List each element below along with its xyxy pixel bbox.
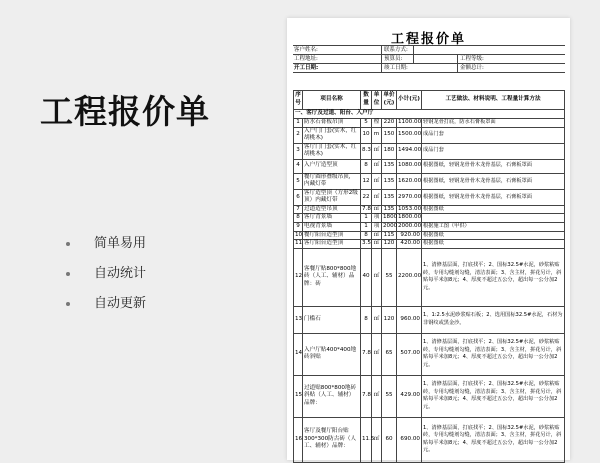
cell-qty: 10 — [361, 127, 372, 143]
cell-unit: 项 — [372, 214, 382, 223]
feature-item: 自动统计 — [66, 266, 146, 296]
contact-label: 联系方式: — [384, 47, 408, 53]
cell-desc: 根据施工图（甲供） — [422, 223, 565, 232]
table-row — [294, 417, 565, 462]
estimator-label: 预算员: — [384, 56, 403, 62]
cell-qty: 7.8 — [361, 333, 372, 375]
cell-name: 客厅造型顶（方形2级顶）内藏灯带 — [303, 189, 361, 205]
cell-desc: 根据图纸，轻钢龙骨骨木龙骨基层，石膏板罩面 — [422, 189, 565, 205]
cell-name: 过道造型吊顶 — [303, 205, 361, 214]
cell-no: 10 — [294, 231, 303, 240]
cell-qty: 22 — [361, 189, 372, 205]
bullet-icon — [66, 242, 70, 246]
cell-name: 防水石膏板吊顶 — [303, 118, 361, 127]
cell-desc: 根据图纸 — [422, 231, 565, 240]
cell-no: 5 — [294, 173, 303, 189]
table-row — [294, 143, 565, 159]
cell-unit: ㎡ — [372, 173, 382, 189]
cell-total: 1500.00 — [397, 127, 422, 143]
cell-price: 115 — [382, 231, 397, 240]
cell-price: 55 — [382, 248, 397, 306]
cell-desc: 1、1:2.5水泥砂浆贴石板；2、选用国标32.5#水泥，石材为非钢纹或黑金沙。 — [422, 306, 565, 333]
cell-price: 180 — [382, 143, 397, 159]
cell-qty: 7.8 — [361, 375, 372, 417]
bullet-icon — [66, 302, 70, 306]
cell-total: 1100.00 — [397, 118, 422, 127]
cell-name: 客厅及餐厅阳台贴300*300防古砖（人工、辅材）品牌： — [303, 417, 361, 462]
cell-no: 7 — [294, 205, 303, 214]
cell-desc: 1、清修基层面，打底找平；2、国标32.5#水泥，砂浆粘贴砖，专用勾缝剂勾缝，清洁表面；3、含主材，拼花另计，斜贴每平米加8元；4、厚度不超过五公分，超出每一公分加2元。 — [422, 333, 565, 375]
table-row — [294, 248, 565, 306]
sheet-title: 工程报价单 — [390, 32, 466, 47]
cell-qty: 3.5 — [361, 240, 372, 249]
feature-list — [66, 236, 146, 326]
table-row — [294, 223, 565, 232]
cell-qty: 1 — [361, 223, 372, 232]
start-date-label: 开工日期: — [294, 65, 319, 71]
table-row — [294, 189, 565, 205]
section-title: 一、客厅及过道、阳台、入户厅 — [294, 110, 565, 119]
col-header: 序号 — [294, 91, 303, 110]
table-row — [294, 159, 565, 173]
cell-no: 13 — [294, 306, 303, 333]
table-row — [294, 240, 565, 249]
cell-unit: ㎡ — [372, 306, 382, 333]
cell-total: 1053.00 — [397, 205, 422, 214]
address-label: 工程地址: — [294, 56, 318, 62]
table-row — [294, 231, 565, 240]
cell-no: 11 — [294, 240, 303, 249]
cell-unit: ㎡ — [372, 417, 382, 462]
feature-item: 简单易用 — [66, 236, 146, 266]
cell-unit: ㎡ — [372, 143, 382, 159]
cell-total: 1494.00 — [397, 143, 422, 159]
table-header-row — [294, 91, 565, 110]
col-header: 小计(元) — [397, 91, 422, 110]
cell-price: 2000 — [382, 223, 397, 232]
grade-label: 工程等级: — [460, 56, 484, 62]
cell-no: 4 — [294, 159, 303, 173]
cell-desc — [422, 214, 565, 223]
cell-price: 55 — [382, 375, 397, 417]
cell-total: 2970.00 — [397, 189, 422, 205]
cell-name: 客厅门门套(实木，红胡桃木) — [303, 143, 361, 159]
cell-total: 920.00 — [397, 231, 422, 240]
cell-name: 餐厅圆形叠级吊顶，内藏灯带 — [303, 173, 361, 189]
quotation-table — [293, 90, 565, 463]
cell-qty: 8.3 — [361, 143, 372, 159]
cell-qty: 7.8 — [361, 205, 372, 214]
cell-total: 1800.00 — [397, 214, 422, 223]
section-row — [294, 110, 565, 119]
bullet-icon — [66, 272, 70, 276]
table-row — [294, 306, 565, 333]
cell-unit: ㎡ — [372, 248, 382, 306]
cell-name: 客餐厅贴800*800地砖（人工、辅材）品牌：砖 — [303, 248, 361, 306]
cell-desc: 根据图纸，轻钢龙骨骨木龙骨基层，石膏板罩面 — [422, 159, 565, 173]
cell-qty: 40 — [361, 248, 372, 306]
cell-qty: 1 — [361, 214, 372, 223]
cell-no: 9 — [294, 223, 303, 232]
table-row — [294, 375, 565, 417]
cell-no: 6 — [294, 189, 303, 205]
customer-name-label: 客户姓名: — [294, 47, 318, 53]
cell-unit: ㎡ — [372, 205, 382, 214]
cell-name: 餐厅阳台造型顶 — [303, 231, 361, 240]
cell-price: 135 — [382, 173, 397, 189]
cell-qty: 5 — [361, 118, 372, 127]
cell-name: 入户厅造型顶 — [303, 159, 361, 173]
cell-price: 220 — [382, 118, 397, 127]
cell-name: 过道贴800*800地砖斜贴（人工、辅材）品牌： — [303, 375, 361, 417]
table-row — [294, 173, 565, 189]
cell-no: 1 — [294, 118, 303, 127]
cell-desc: 1、清修基层面，打底找平；2、国标32.5#水泥，砂浆粘贴砖，专用勾缝剂勾缝，清洁表面；3、含主材，拼花另计，斜贴每平米加8元；4、厚度不超过五公分，超出每一公分加2元。 — [422, 375, 565, 417]
cell-unit: 项 — [372, 223, 382, 232]
cell-qty: 8 — [361, 159, 372, 173]
cell-unit: ㎡ — [372, 189, 382, 205]
cell-price: 120 — [382, 306, 397, 333]
cell-price: 150 — [382, 127, 397, 143]
cell-total: 507.00 — [397, 333, 422, 375]
cell-no: 16 — [294, 417, 303, 462]
cell-price: 65 — [382, 333, 397, 375]
end-date-label: 竣工日期: — [384, 65, 408, 71]
total-amount-label: 金额总计: — [460, 65, 484, 71]
table-row — [294, 214, 565, 223]
cell-total: 960.00 — [397, 306, 422, 333]
cell-no: 12 — [294, 248, 303, 306]
cell-no: 15 — [294, 375, 303, 417]
cell-no: 14 — [294, 333, 303, 375]
cell-desc: 成品门套 — [422, 127, 565, 143]
cell-name: 入户门门套(实木，红胡桃木) — [303, 127, 361, 143]
cell-name: 电视背景墙 — [303, 223, 361, 232]
cell-unit: ㎡ — [372, 375, 382, 417]
col-header: 单价(元) — [382, 91, 397, 110]
cell-unit: ㎡ — [372, 159, 382, 173]
cell-unit: ㎡ — [372, 240, 382, 249]
cell-name: 门槛石 — [303, 306, 361, 333]
cell-total: 420.00 — [397, 240, 422, 249]
cell-total: 1080.00 — [397, 159, 422, 173]
cell-qty: 12 — [361, 173, 372, 189]
col-header: 工艺做法、材料说明、工程量计算方法 — [422, 91, 565, 110]
cell-unit: ㎡ — [372, 231, 382, 240]
cell-name: 入户厅贴400*400地砖斜贴 — [303, 333, 361, 375]
col-header: 项目名称 — [303, 91, 361, 110]
col-header: 数量 — [361, 91, 372, 110]
table-row — [294, 127, 565, 143]
cell-qty: 11.5 — [361, 417, 372, 462]
cell-desc: 根据图纸 — [422, 240, 565, 249]
cell-no: 3 — [294, 143, 303, 159]
cell-desc: 1、清修基层面，打底找平；2、国标32.5#水泥，砂浆粘贴砖，专用勾缝剂勾缝，清洁表面；3、含主材，拼花另计，斜贴每平米加8元；4、厚度不超过五公分，超出每一公分加2元。 — [422, 248, 565, 306]
promo-title: 工程报价单 — [40, 92, 210, 131]
cell-total: 690.00 — [397, 417, 422, 462]
cell-price: 60 — [382, 417, 397, 462]
cell-price: 135 — [382, 159, 397, 173]
cell-unit: ㎡ — [372, 333, 382, 375]
col-header: 单位 — [372, 91, 382, 110]
cell-name: 客厅阳台造型顶 — [303, 240, 361, 249]
cell-unit: 樘 — [372, 118, 382, 127]
cell-total: 2200.00 — [397, 248, 422, 306]
cell-unit: m — [372, 127, 382, 143]
cell-price: 135 — [382, 205, 397, 214]
table-row — [294, 205, 565, 214]
feature-item: 自动更新 — [66, 296, 146, 326]
cell-total: 429.00 — [397, 375, 422, 417]
cell-no: 8 — [294, 214, 303, 223]
promo-panel — [40, 0, 280, 460]
cell-no: 2 — [294, 127, 303, 143]
table-row — [294, 333, 565, 375]
cell-desc: 成品门套 — [422, 143, 565, 159]
cell-price: 120 — [382, 240, 397, 249]
cell-total: 2000.00 — [397, 223, 422, 232]
table-row — [294, 118, 565, 127]
cell-desc: 根据图纸，轻钢龙骨骨木龙骨基层，石膏板罩面 — [422, 173, 565, 189]
cell-total: 1620.00 — [397, 173, 422, 189]
cell-qty: 8 — [361, 231, 372, 240]
cell-desc: 1、清修基层面，打底找平；2、国标32.5#水泥，砂浆粘贴砖，专用勾缝剂勾缝，清洁表面；3、含主材，拼花另计，斜贴每平米加8元；4、厚度不超过五公分，超出每一公分加2元。 — [422, 417, 565, 462]
cell-desc: 根据图纸 — [422, 205, 565, 214]
cell-qty: 8 — [361, 306, 372, 333]
cell-name: 客厅背景墙 — [303, 214, 361, 223]
cell-desc: 轻钢龙骨打底，防水石膏板罩面 — [422, 118, 565, 127]
quotation-sheet — [287, 18, 570, 460]
cell-price: 1800 — [382, 214, 397, 223]
cell-price: 135 — [382, 189, 397, 205]
